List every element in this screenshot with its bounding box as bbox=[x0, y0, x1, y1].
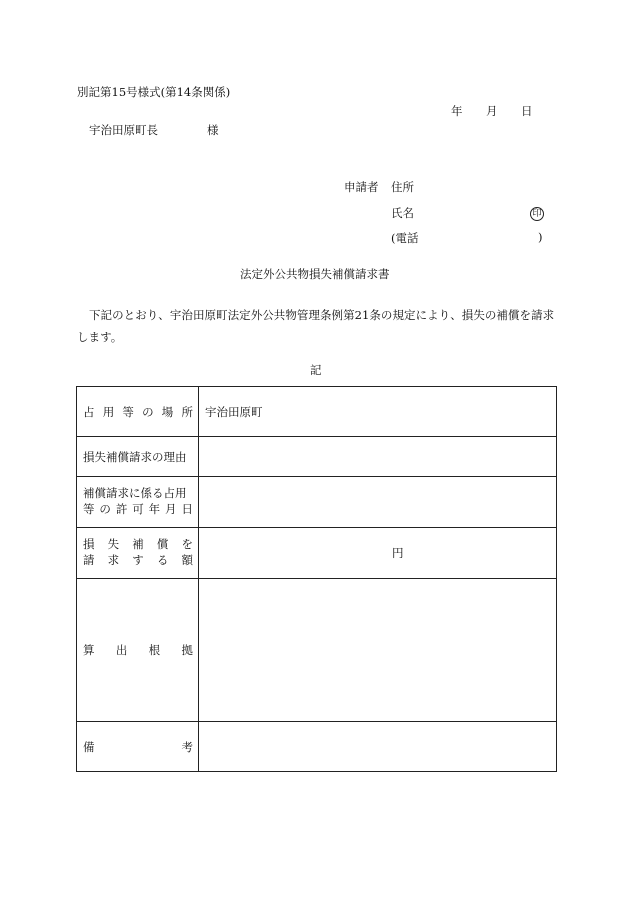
label-char: 償 bbox=[156, 537, 169, 551]
row-claim-amount-label bbox=[83, 536, 193, 568]
label-char: 日 bbox=[181, 502, 193, 516]
label-char: 根 bbox=[148, 643, 161, 657]
label-text: 損失補償請求の理由 bbox=[83, 450, 187, 464]
row-remarks-label bbox=[83, 739, 193, 755]
label-char: 所 bbox=[181, 405, 193, 419]
phone-open: (電話 bbox=[391, 231, 419, 245]
body-text: 下記のとおり、宇治田原町法定外公共物管理条例第21条の規定により、損失の補償を請求します。 bbox=[77, 308, 555, 344]
ki-label: 記 bbox=[310, 363, 322, 377]
document-title: 法定外公共物損失補償請求書 bbox=[240, 267, 390, 281]
row-claim-amount-unit: 円 bbox=[392, 546, 404, 560]
applicant-role: 申請者 bbox=[344, 180, 379, 194]
row-border bbox=[77, 721, 556, 722]
row-border bbox=[77, 578, 556, 579]
label-char: 用 bbox=[102, 405, 115, 419]
label-char: 等 bbox=[83, 502, 95, 516]
row-border bbox=[77, 527, 556, 528]
label-char: 占 bbox=[83, 405, 95, 419]
label-char: 損 bbox=[83, 537, 95, 551]
address-label: 住所 bbox=[391, 180, 414, 194]
label-char: 月 bbox=[165, 502, 177, 516]
label-char: を bbox=[181, 537, 193, 551]
date-day: 日 bbox=[521, 104, 533, 118]
table-divider bbox=[198, 387, 199, 771]
label-char: 算 bbox=[83, 643, 95, 657]
label-char: 失 bbox=[107, 537, 120, 551]
label-line bbox=[83, 536, 193, 552]
claim-table bbox=[76, 386, 557, 772]
label-char: 場 bbox=[161, 405, 174, 419]
phone-close: ) bbox=[538, 230, 543, 244]
label-char: 額 bbox=[181, 553, 193, 567]
label-line bbox=[83, 485, 193, 501]
seal-mark bbox=[530, 205, 544, 221]
addressee: 宇治田原町長 bbox=[89, 123, 158, 137]
label-line bbox=[83, 552, 193, 568]
label-char: 考 bbox=[181, 740, 193, 754]
label-char: す bbox=[132, 553, 144, 567]
label-char: 求 bbox=[107, 553, 120, 567]
label-char: 備 bbox=[83, 740, 95, 754]
seal-icon: 印 bbox=[530, 207, 544, 221]
date-month: 月 bbox=[486, 104, 498, 118]
label-char: 拠 bbox=[181, 643, 193, 657]
row-permit-date-label bbox=[83, 485, 193, 517]
label-char: 出 bbox=[115, 643, 128, 657]
label-char: 補 bbox=[132, 537, 144, 551]
row-location-label bbox=[83, 404, 193, 420]
label-char: 年 bbox=[148, 502, 161, 516]
label-char: 等 bbox=[122, 405, 134, 419]
label-char: る bbox=[156, 553, 169, 567]
row-location-value: 宇治田原町 bbox=[205, 405, 263, 419]
honorific: 様 bbox=[207, 123, 219, 137]
label-text: 補償請求に係る占用 bbox=[83, 486, 187, 500]
label-char: 可 bbox=[132, 502, 144, 516]
label-char: の bbox=[142, 405, 154, 419]
row-border bbox=[77, 436, 556, 437]
row-reason-label bbox=[83, 449, 193, 465]
label-char: の bbox=[99, 502, 111, 516]
date-year: 年 bbox=[451, 104, 463, 118]
row-border bbox=[77, 476, 556, 477]
form-id: 別記第15号様式(第14条関係) bbox=[77, 85, 231, 99]
name-label: 氏名 bbox=[391, 206, 414, 220]
label-char: 許 bbox=[115, 502, 128, 516]
row-basis-label bbox=[83, 642, 193, 658]
label-line bbox=[83, 501, 193, 517]
label-char: 請 bbox=[83, 553, 95, 567]
